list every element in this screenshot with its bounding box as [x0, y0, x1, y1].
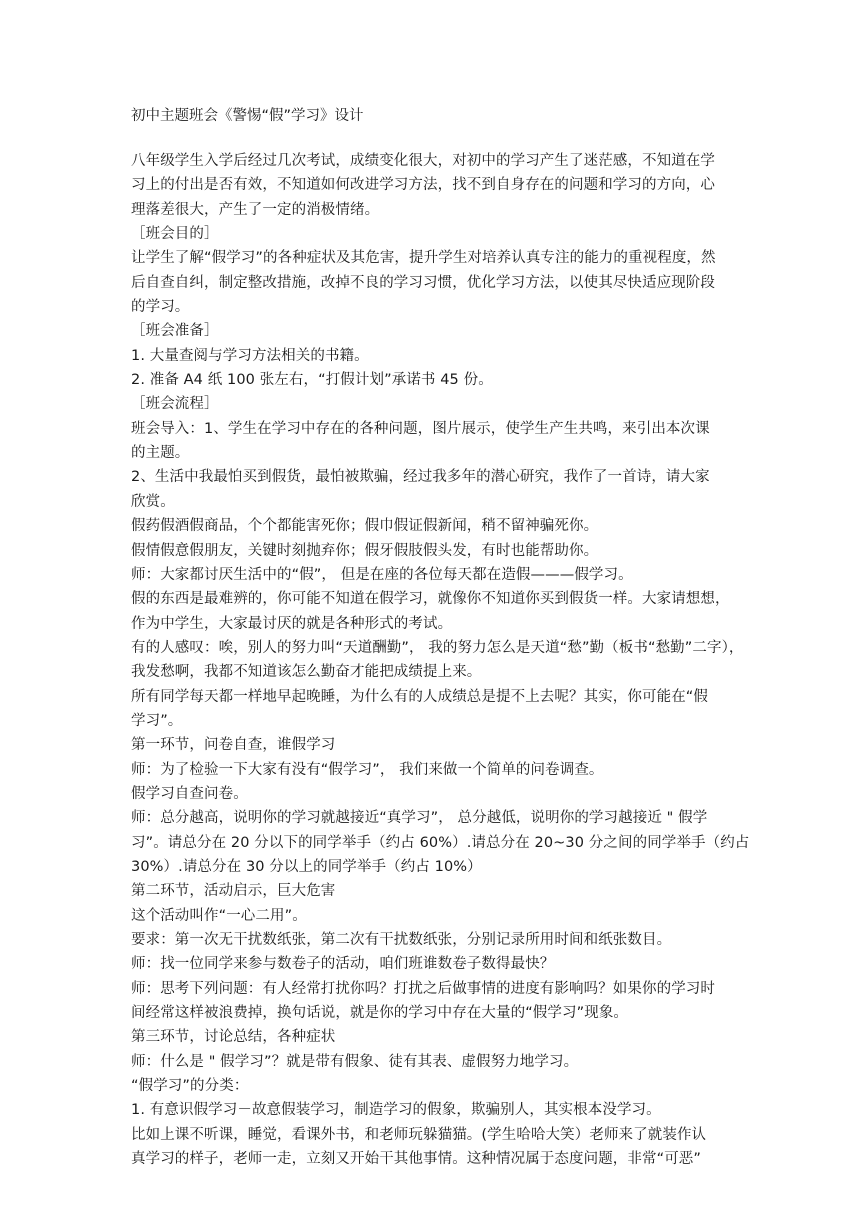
section-heading: 第二环节，活动启示，巨大危害	[131, 883, 336, 900]
text-line: 要求：第一次无干扰数纸张，第二次有干扰数纸张，分别记录所用时间和纸张数目。	[131, 932, 672, 948]
text-line: 作为中学生，大家最讨厌的就是各种形式的考试。	[131, 615, 453, 632]
document-body	[131, 149, 750, 1171]
section-heading: ［班会流程］	[131, 396, 219, 413]
text-line: 2. 准备 A4 纸 100 张左右，“打假计划”承诺书 45 份。	[131, 372, 493, 389]
text-line: 师：大家都讨厌生活中的“假”， 但是在座的各位每天都在造假———假学习。	[131, 566, 633, 583]
text-line: “假学习”的分类：	[131, 1078, 249, 1095]
text-line: 让学生了解“假学习”的各种症状及其危害，提升学生对培养认真专注的能力的重视程度，然	[131, 250, 716, 267]
text-line: 理落差很大，产生了一定的消极情绪。	[131, 201, 380, 218]
text-line: 师：为了检验一下大家有没有“假学习”， 我们来做一个简单的问卷调查。	[131, 761, 604, 778]
text-line: 学习”。	[131, 712, 183, 729]
text-line: 比如上课不听课，睡觉，看课外书，和老师玩躲猫猫。(学生哈哈大笑）老师来了就装作认	[131, 1126, 707, 1143]
section-heading: ［班会目的］	[131, 226, 219, 243]
section-heading: ［班会准备］	[131, 323, 219, 340]
text-line: 间经常这样被浪费掉，换句话说，就是你的学习中存在大量的“假学习”现象。	[131, 1005, 629, 1022]
text-line: 师：思考下列问题：有人经常打扰你吗？打扰之后做事情的进度有影响吗？如果你的学习时	[131, 980, 715, 997]
text-line: 假情假意假朋友，关键时刻抛弃你；假牙假肢假头发，有时也能帮助你。	[131, 542, 599, 559]
text-line: 假的东西是最难辨的，你可能不知道在假学习，就像你不知道你买到假货一样。大家请想想，	[131, 591, 730, 608]
text-line: 有的人感叹：唉，别人的努力叫“天道酬勤”， 我的努力怎么是天道“愁”勤（板书“愁勤”二字），	[131, 639, 744, 656]
text-line: 假药假酒假商品，个个都能害死你；假巾假证假新闻，稍不留神骗死你。	[131, 518, 599, 535]
text-line: 的学习。	[131, 299, 190, 316]
text-line: 1. 大量查阅与学习方法相关的书籍。	[131, 347, 369, 364]
text-line: 的主题。	[131, 445, 190, 462]
text-line: 习”。请总分在 20 分以下的同学举手（约占 60%）.请总分在 20~30 分之间的同学举手（约占	[131, 834, 750, 851]
text-line: 2、生活中我最怕买到假货，最怕被欺骗，经过我多年的潜心研究，我作了一首诗，请大家	[131, 469, 710, 486]
text-line: 师：找一位同学来参与数卷子的活动，咱们班谁数卷子数得最快？	[131, 956, 555, 973]
document-title: 初中主题班会《警惕“假”学习》设计	[131, 108, 364, 124]
text-line: 我发愁啊，我都不知道该怎么勤奋才能把成绩提上来。	[131, 664, 482, 681]
text-line: 八年级学生入学后经过几次考试，成绩变化很大，对初中的学习产生了迷茫感，不知道在学	[131, 153, 715, 169]
text-line: 欣赏。	[131, 493, 175, 510]
section-heading: 第三环节，讨论总结，各种症状	[131, 1029, 336, 1046]
text-line: 1. 有意识假学习－故意假装学习，制造学习的假象，欺骗别人，其实根本没学习。	[131, 1102, 661, 1119]
text-line: 师：总分越高，说明你的学习就越接近“真学习”， 总分越低，说明你的学习越接近 " 假学	[131, 810, 708, 827]
text-line: 这个活动叫作“一心二用”。	[131, 907, 307, 924]
text-line: 班会导入：1、学生在学习中存在的各种问题，图片展示，使学生产生共鸣，来引出本次课	[131, 420, 710, 437]
text-line: 后自查自纠，制定整改措施，改掉不良的学习习惯，优化学习方法，以使其尽快适应现阶段	[131, 274, 715, 291]
text-line: 所有同学每天都一样地早起晚睡，为什么有的人成绩总是提不上去呢？其实，你可能在“假	[131, 688, 709, 705]
text-line: 习上的付出是否有效，不知道如何改进学习方法，找不到自身存在的问题和学习的方向，心	[131, 177, 715, 194]
text-line: 30%）.请总分在 30 分以上的同学举手（约占 10%）	[131, 858, 482, 875]
section-heading: 第一环节，问卷自查，谁假学习	[131, 737, 336, 754]
text-line: 师：什么是 " 假学习”？就是带有假象、徒有其表、虚假努力地学习。	[131, 1053, 579, 1070]
text-line: 真学习的样子，老师一走，立刻又开始干其他事情。这种情况属于态度问题，非常“可恶”	[131, 1151, 702, 1168]
text-line: 假学习自查问卷。	[131, 785, 248, 802]
